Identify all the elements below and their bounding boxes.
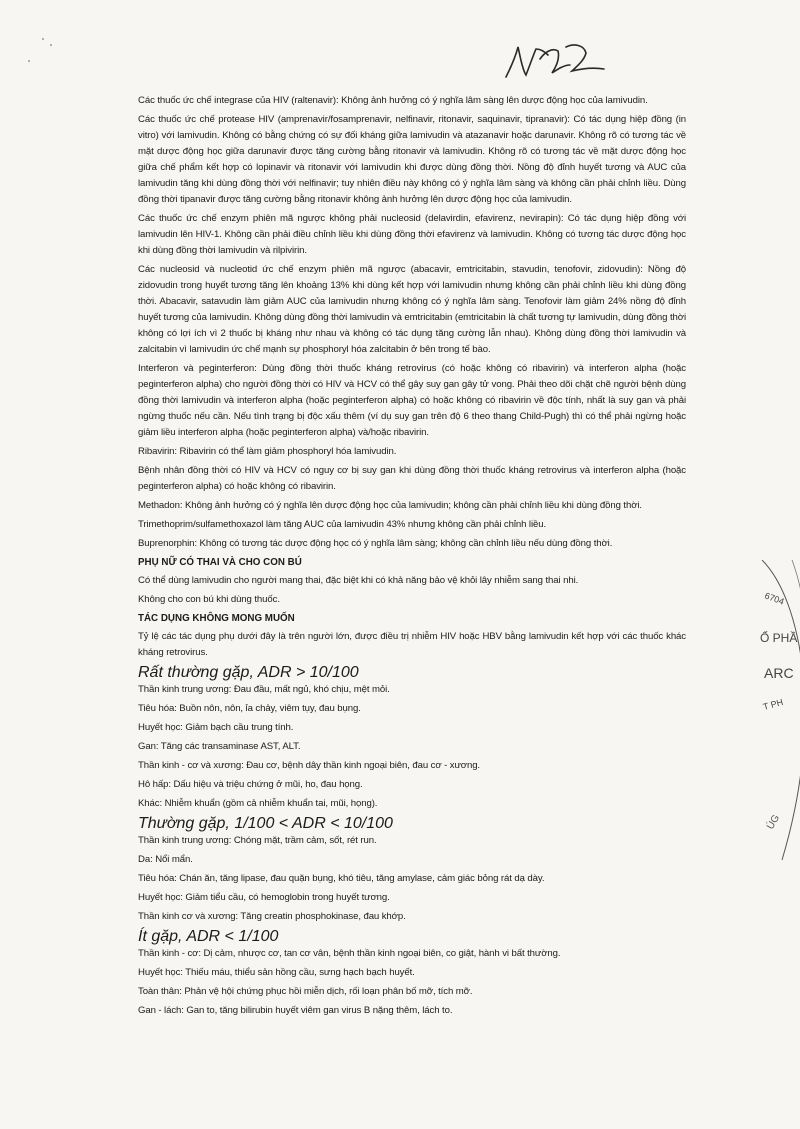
paragraph: Gan: Tăng các transaminase AST, ALT. <box>138 741 301 752</box>
paragraph: Thần kinh cơ và xương: Tăng creatin phosphokinase, đau khớp. <box>138 911 406 922</box>
paragraph: Tiêu hóa: Buồn nôn, nôn, ỉa chảy, viêm tụy, đau bụng. <box>138 703 361 714</box>
paragraph: Không cho con bú khi dùng thuốc. <box>138 594 280 605</box>
paragraph: Bệnh nhân đồng thời có HIV và HCV có nguy cơ bị suy gan khi dùng đồng thời thuốc kháng retrovirus và interferon alpha (hoặc peginterferon alpha) có hoặc không có ribavirin. <box>138 465 686 492</box>
paragraph: Thần kinh - cơ và xương: Đau cơ, bệnh dây thần kinh ngoại biên, đau cơ - xương. <box>138 760 480 771</box>
paragraph: Tỷ lệ các tác dụng phụ dưới đây là trên người lớn, được điều trị nhiễm HIV hoặc HBV bằng lamivudin kết hợp với các thuốc khác kháng retrovirus. <box>138 631 686 658</box>
frequency-subheading: Ít gặp, ADR < 1/100 <box>138 928 279 945</box>
handwritten-signature <box>500 25 610 95</box>
paragraph: Toàn thân: Phản vệ hội chứng phục hồi miễn dịch, rối loạn phân bố mỡ, tích mỡ. <box>138 986 473 997</box>
paragraph: Gan - lách: Gan to, tăng bilirubin huyết viêm gan virus B nặng thêm, lách to. <box>138 1005 453 1016</box>
paragraph: Ribavirin: Ribavirin có thể làm giảm phosphoryl hóa lamivudin. <box>138 446 397 457</box>
paragraph: Các thuốc ức chế integrase của HIV (raltenavir): Không ảnh hưởng có ý nghĩa lâm sàng lên dược động học của lamivudin. <box>138 95 648 106</box>
scan-speck <box>28 60 30 62</box>
section-heading: PHỤ NỮ CÓ THAI VÀ CHO CON BÚ <box>138 557 302 568</box>
svg-text:Ổ PHẦ: Ổ PHẦ <box>760 631 798 645</box>
svg-text:ARC: ARC <box>764 665 794 681</box>
svg-text:T PH: T PH <box>761 697 785 712</box>
paragraph: Interferon và peginterferon: Dùng đồng thời thuốc kháng retrovirus (có hoặc không có ribavirin) và interferon alpha (hoặc peginterferon alpha) cho người đồng thời có HIV và HCV có thể gây suy gan gây tử vong. Phải theo dõi chặt chẽ người bệnh dùng đồng thời lamivudin và interferon alpha (hoặc peginterferon alpha) có hoặc không có ribavirin về độc tính, nhất là suy gan và phải ngừng thuốc nếu cần. Nếu tình trạng bị độc xấu thêm (ví dụ suy gan trên độ 6 theo thang Child-Pugh) thì có thể phải ngừng hoặc giảm liều interferon alpha (hoặc peginterferon alpha) và/hoặc ribavirin. <box>138 363 686 438</box>
document-page <box>138 93 686 1022</box>
frequency-subheading: Thường gặp, 1/100 < ADR < 10/100 <box>138 815 393 832</box>
svg-text:ÚG: ÚG <box>765 813 783 832</box>
partial-stamp <box>752 560 800 880</box>
paragraph: Thần kinh trung ương: Đau đầu, mất ngủ, khó chịu, mệt mỏi. <box>138 684 390 695</box>
paragraph: Buprenorphin: Không có tương tác dược động học có ý nghĩa lâm sàng; không cần chỉnh liều nếu dùng đồng thời. <box>138 538 613 549</box>
paragraph: Hô hấp: Dấu hiệu và triệu chứng ở mũi, ho, đau họng. <box>138 779 363 790</box>
paragraph: Khác: Nhiễm khuẩn (gồm cả nhiễm khuẩn tai, mũi, họng). <box>138 798 378 809</box>
paragraph: Tiêu hóa: Chán ăn, tăng lipase, đau quặn bụng, khó tiêu, tăng amylase, cảm giác bỏng rát dạ dày. <box>138 873 545 884</box>
paragraph: Có thể dùng lamivudin cho người mang thai, đặc biệt khi có khả năng bảo vệ khỏi lây nhiễm sang thai nhi. <box>138 575 579 586</box>
paragraph: Các thuốc ức chế protease HIV (amprenavir/fosamprenavir, nelfinavir, ritonavir, saquinavir, tipranavir): Có tác dụng hiệp đồng (in vitro) với lamivudin. Không có bằng chứng có sự đối kháng giữa lamivudin và atazanavir hoặc darunavir. Không rõ có tương tác về mặt dược động học giữa darunavir được tăng cường bằng ritonavir và lamivudin. Không rõ có tương tác về mặt dược động học giữa chế phẩm kết hợp có lopinavir và ritonavir với lamivudin khi được dùng đồng thời. Nồng độ đỉnh huyết tương và AUC của lamivudin tăng khi dùng đồng thời với nelfinavir; tuy nhiên điều này không có ý nghĩa lâm sàng và không cần phải chỉnh liều. Dùng đồng thời tipanavir được tăng cường bằng ritonavir không ảnh hưởng lên dược động học của lamivudin. <box>138 114 686 205</box>
paragraph: Các nucleosid và nucleotid ức chế enzym phiên mã ngược (abacavir, emtricitabin, stavudin, tenofovir, zidovudin): Nồng độ zidovudin trong huyết tương tăng lên khoảng 13% khi dùng kết hợp với lamivudin nhưng không cần phải chỉnh liều khi dùng đồng thời. Abacavir, satavudin làm giảm AUC của lamivudin nhưng không có ý nghĩa lâm sàng. Tenofovir làm giảm 24% nồng độ đỉnh huyết tương của lamivudin. Không dùng đồng thời lamivudin và emtricitabin (emtricitabin là chất tương tự lamivudin, dùng đồng thời không có lợi ích vì 2 thuốc bị kháng như nhau và không có tác dụng tăng cường lẫn nhau). Không dùng đồng thời lamivudin và zalcitabin vì lamivudin ức chế mạnh sự phosphoryl hóa zalcitabin ở bên trong tế bào. <box>138 264 686 355</box>
paragraph: Trimethoprim/sulfamethoxazol làm tăng AUC của lamivudin 43% nhưng không cần phải chỉnh liều. <box>138 519 547 530</box>
paragraph: Huyết học: Giảm bạch cầu trung tính. <box>138 722 294 733</box>
scan-speck <box>42 38 44 40</box>
svg-text:6704: 6704 <box>763 590 786 607</box>
paragraph: Thần kinh trung ương: Chóng mặt, trầm cảm, sốt, rét run. <box>138 835 377 846</box>
paragraph: Thần kinh - cơ: Dị cảm, nhược cơ, tan cơ vân, bệnh thần kinh ngoại biên, co giật, hành vi bất thường. <box>138 948 561 959</box>
paragraph: Huyết học: Thiếu máu, thiểu sản hồng cầu, sưng hạch bạch huyết. <box>138 967 415 978</box>
paragraph: Các thuốc ức chế enzym phiên mã ngược không phải nucleosid (delavirdin, efavirenz, nevirapin): Có tác dụng hiệp đồng với lamivudin lên HIV-1. Không cần phải điều chỉnh liều khi dùng đồng thời efavirenz và lamivudin. Không có tương tác dược động học khi dùng đồng thời lamivudin và rilpivirin. <box>138 213 686 256</box>
frequency-subheading: Rất thường gặp, ADR > 10/100 <box>138 664 359 681</box>
section-heading: TÁC DỤNG KHÔNG MONG MUỐN <box>138 613 295 624</box>
scan-speck <box>50 44 52 46</box>
paragraph: Huyết học: Giảm tiểu cầu, có hemoglobin trong huyết tương. <box>138 892 390 903</box>
paragraph: Methadon: Không ảnh hưởng có ý nghĩa lên dược động học của lamivudin; không cần phải chỉnh liều khi dùng đồng thời. <box>138 500 642 511</box>
paragraph: Da: Nổi mẩn. <box>138 854 193 865</box>
